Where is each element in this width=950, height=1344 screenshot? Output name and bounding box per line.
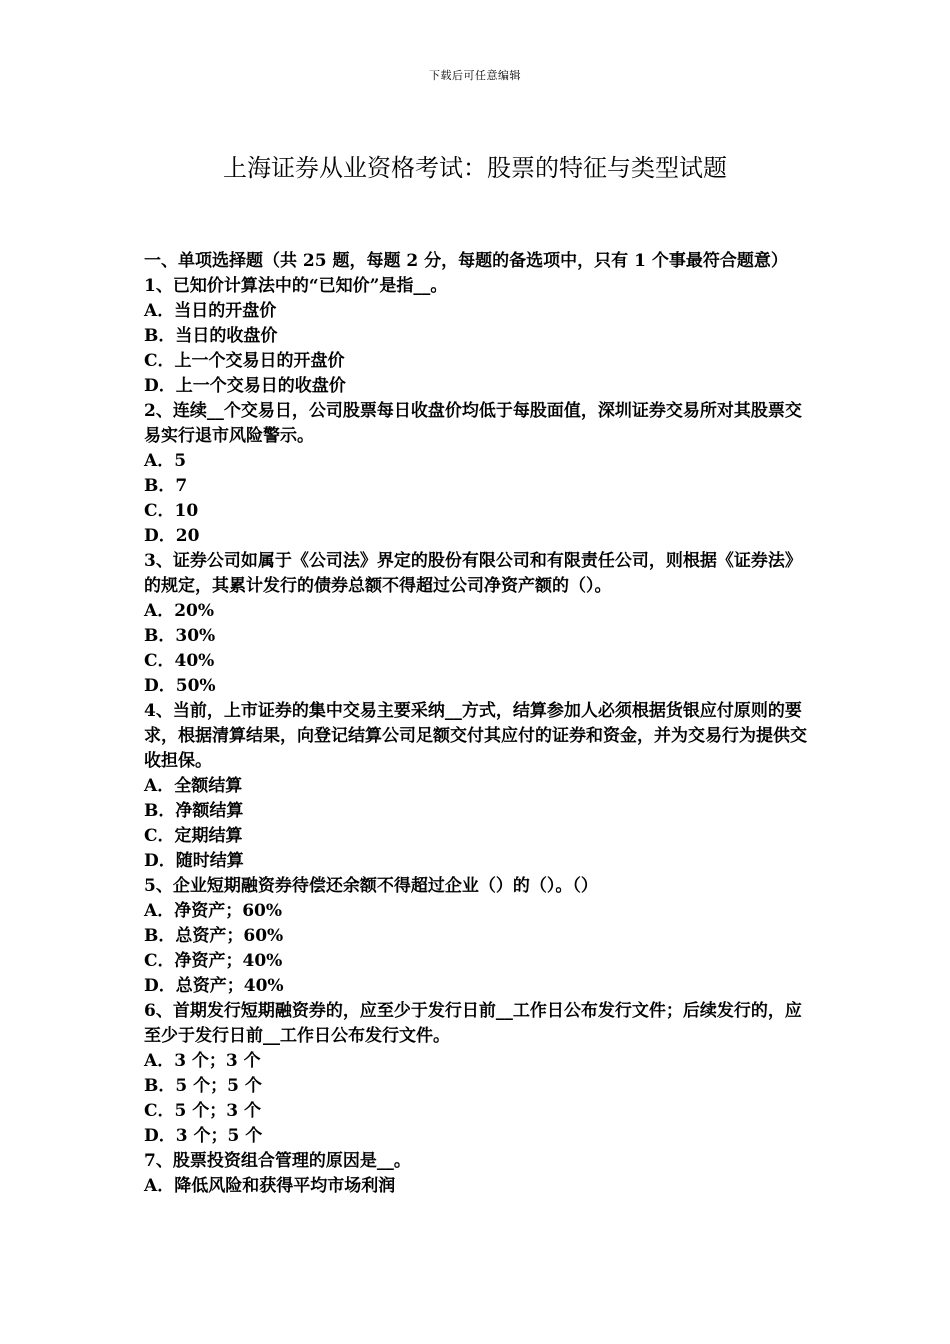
question-text: 5、企业短期融资券待偿还余额不得超过企业（）的（）。（） [144,876,598,896]
answer-option: B．30% [144,626,216,646]
answer-option: C．10 [144,501,199,521]
answer-option: A．降低风险和获得平均市场利润 [144,1176,396,1196]
question-text: 4、当前，上市证券的集中交易主要采纳__方式，结算参加人必须根据货银应付原则的要求，根据清算结果，向登记结算公司足额交付其应付的证券和资金，并为交易行为提供交收担保。 [144,701,807,771]
answer-option: D．总资产；40% [144,976,284,996]
question-item [144,699,812,874]
answer-option: C．上一个交易日的开盘价 [144,351,345,371]
answer-option: A．20% [144,601,215,621]
answer-option: D．3 个；5 个 [144,1126,263,1146]
answer-option: B．7 [144,476,188,496]
questions-container [144,274,812,1199]
page-title: 上海证券从业资格考试：股票的特征与类型试题 [223,154,727,182]
question-text: 3、证券公司如属于《公司法》界定的股份有限公司和有限责任公司，则根据《证券法》的规定，其累计发行的债券总额不得超过公司净资产额的（）。 [144,551,802,596]
answer-option: A．全额结算 [144,776,243,796]
question-item [144,549,812,699]
answer-option: D．随时结算 [144,851,244,871]
answer-option: D．20 [144,526,200,546]
answer-option: A．3 个；3 个 [144,1051,261,1071]
question-text: 6、首期发行短期融资券的，应至少于发行日前__工作日公布发行文件；后续发行的，应至少于发行日前__工作日公布发行文件。 [144,1001,802,1046]
answer-option: A．当日的开盘价 [144,301,277,321]
answer-option: A．5 [144,451,187,471]
question-list [144,249,812,1199]
answer-option: B．当日的收盘价 [144,326,278,346]
question-item [144,874,812,999]
answer-option: C．40% [144,651,215,671]
answer-option: C．定期结算 [144,826,243,846]
question-text: 7、股票投资组合管理的原因是__。 [144,1151,411,1171]
answer-option: A．净资产；60% [144,901,283,921]
answer-option: D．上一个交易日的收盘价 [144,376,346,396]
section-heading: 一、单项选择题（共 25 题，每题 2 分，每题的备选项中，只有 1 个事最符合题意） [144,251,788,271]
answer-option: C．5 个；3 个 [144,1101,262,1121]
header-note: 下载后可任意编辑 [429,69,521,82]
question-item [144,399,812,549]
answer-option: D．50% [144,676,216,696]
question-item [144,274,812,399]
question-text: 1、已知价计算法中的“已知价”是指__。 [144,276,448,296]
question-item [144,1149,812,1199]
answer-option: C．净资产；40% [144,951,283,971]
answer-option: B．5 个；5 个 [144,1076,262,1096]
question-item [144,999,812,1149]
answer-option: B．净额结算 [144,801,244,821]
answer-option: B．总资产；60% [144,926,284,946]
question-text: 2、连续__个交易日，公司股票每日收盘价均低于每股面值，深圳证券交易所对其股票交易实行退市风险警示。 [144,401,802,446]
